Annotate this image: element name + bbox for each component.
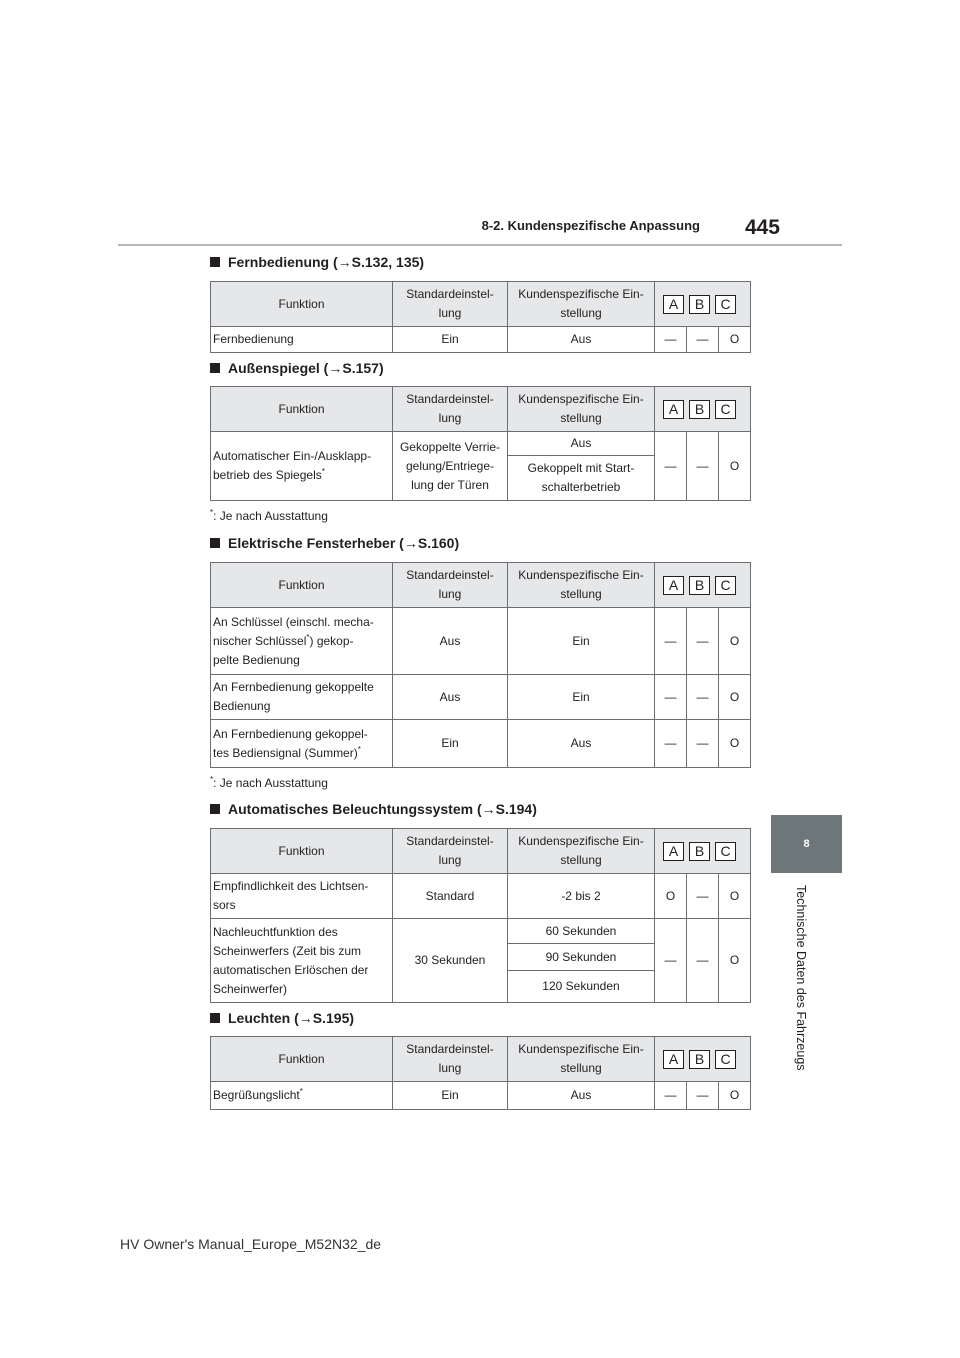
column-header: Funktion — [211, 387, 393, 432]
square-bullet-icon — [210, 1013, 220, 1023]
cell-standard: Aus — [393, 675, 508, 720]
table-header-row — [211, 1037, 751, 1082]
cell-a: — — [655, 608, 687, 675]
cell-b: — — [687, 874, 719, 919]
cell-standard: Gekoppelte Verrie- gelung/Entriege- lung der Türen — [393, 432, 508, 501]
arrow-icon: → — [298, 1010, 313, 1026]
cell-b: — — [687, 432, 719, 501]
cell-funktion: Fernbedienung — [211, 327, 393, 353]
square-bullet-icon — [210, 804, 220, 814]
table-leuchten — [210, 1036, 751, 1110]
column-header: Kundenspezifische Ein- stellung — [508, 563, 655, 608]
abc-header — [655, 387, 751, 432]
section-title-leuchten — [210, 1010, 354, 1026]
footnote-text: : Je nach Ausstattung — [213, 509, 328, 523]
letter-c-icon: C — [715, 400, 736, 419]
column-header: Standardeinstel- lung — [393, 1037, 508, 1082]
section-title-beleuchtungssystem — [210, 801, 537, 817]
cell-standard: Aus — [393, 608, 508, 675]
column-header: Standardeinstel- lung — [393, 829, 508, 874]
column-header: Kundenspezifische Ein- stellung — [508, 387, 655, 432]
cell-a: — — [655, 1082, 687, 1110]
chapter-title: Technische Daten des Fahrzeugs — [794, 885, 808, 1071]
table-row — [211, 327, 751, 353]
cell-b: — — [687, 327, 719, 353]
cell-custom-option: 120 Sekunden — [508, 971, 655, 1003]
cell-c: O — [719, 327, 751, 353]
column-header: Funktion — [211, 829, 393, 874]
arrow-icon: → — [328, 360, 343, 376]
section-title-ref: S.157) — [342, 360, 384, 376]
cell-custom-option: 90 Sekunden — [508, 944, 655, 971]
cell-funktion — [211, 720, 393, 768]
section-title-prefix: Automatisches Beleuchtungssystem ( — [228, 801, 482, 817]
section-title-fensterheber — [210, 535, 459, 551]
cell-funktion — [211, 432, 393, 501]
column-header: Funktion — [211, 1037, 393, 1082]
square-bullet-icon — [210, 257, 220, 267]
chapter-tab — [771, 815, 842, 873]
section-title-prefix: Leuchten ( — [228, 1010, 299, 1026]
table-header-row — [211, 282, 751, 327]
table-fernbedienung — [210, 281, 751, 353]
section-title-prefix: Außenspiegel ( — [228, 360, 329, 376]
letter-c-icon: C — [715, 576, 736, 595]
table-header-row — [211, 829, 751, 874]
abc-header — [655, 563, 751, 608]
letter-a-icon: A — [663, 295, 684, 314]
header-rule — [118, 244, 842, 246]
letter-c-icon: C — [715, 295, 736, 314]
letter-b-icon: B — [689, 295, 710, 314]
cell-a: O — [655, 874, 687, 919]
arrow-icon: → — [337, 254, 352, 270]
cell-c: O — [719, 1082, 751, 1110]
abc-header — [655, 829, 751, 874]
cell-a: — — [655, 919, 687, 1003]
cell-funktion-text: Automatischer Ein-/Ausklapp- betrieb des Spiegels — [213, 449, 372, 482]
abc-header — [655, 1037, 751, 1082]
cell-b: — — [687, 720, 719, 768]
cell-c: O — [719, 874, 751, 919]
cell-funktion-text: An Fernbedienung gekoppel- tes Bediensignal (Summer) — [213, 726, 368, 760]
cell-custom: Ein — [508, 608, 655, 675]
cell-b: — — [687, 919, 719, 1003]
cell-custom: Aus — [508, 327, 655, 353]
arrow-icon: → — [403, 535, 418, 551]
section-title-ref: S.132, 135) — [351, 254, 425, 270]
footnote-marker: * — [321, 467, 325, 476]
cell-custom: Aus — [508, 1082, 655, 1110]
footnote-marker: * — [357, 744, 361, 754]
cell-b: — — [687, 608, 719, 675]
cell-c: O — [719, 919, 751, 1003]
letter-b-icon: B — [689, 842, 710, 861]
column-header: Kundenspezifische Ein- stellung — [508, 282, 655, 327]
footnote — [210, 508, 328, 523]
footnote-marker: * — [210, 508, 214, 517]
abc-header — [655, 282, 751, 327]
section-header: 8-2. Kundenspezifische Anpassung — [481, 218, 700, 233]
letter-b-icon: B — [689, 576, 710, 595]
column-header: Kundenspezifische Ein- stellung — [508, 1037, 655, 1082]
section-title-ref: S.160) — [417, 535, 460, 551]
square-bullet-icon — [210, 538, 220, 548]
square-bullet-icon — [210, 363, 220, 373]
cell-c: O — [719, 720, 751, 768]
column-header: Standardeinstel- lung — [393, 387, 508, 432]
cell-custom-option: 60 Sekunden — [508, 919, 655, 944]
table-row — [211, 720, 751, 768]
column-header: Standardeinstel- lung — [393, 563, 508, 608]
page-number: 445 — [744, 216, 780, 239]
cell-standard: 30 Sekunden — [393, 919, 508, 1003]
column-header: Funktion — [211, 282, 393, 327]
cell-b: — — [687, 1082, 719, 1110]
cell-c: O — [719, 675, 751, 720]
section-title-fernbedienung — [210, 254, 424, 270]
cell-funktion-text: ) gekop- pelte Bedienung — [213, 633, 354, 667]
letter-a-icon: A — [663, 842, 684, 861]
column-header: Funktion — [211, 563, 393, 608]
cell-standard: Ein — [393, 720, 508, 768]
section-title-aussenspiegel — [210, 360, 384, 376]
column-header: Standardeinstel- lung — [393, 282, 508, 327]
footnote-marker: * — [210, 775, 214, 784]
cell-a: — — [655, 720, 687, 768]
letter-b-icon: B — [689, 400, 710, 419]
letter-c-icon: C — [715, 842, 736, 861]
cell-standard: Standard — [393, 874, 508, 919]
arrow-icon: → — [481, 801, 496, 817]
section-title-ref: S.195) — [312, 1010, 355, 1026]
cell-standard: Ein — [393, 327, 508, 353]
section-title-prefix: Elektrische Fensterheber ( — [228, 535, 404, 551]
footnote-text: : Je nach Ausstattung — [213, 776, 328, 790]
letter-a-icon: A — [663, 576, 684, 595]
cell-funktion: Nachleuchtfunktion des Scheinwerfers (Zeit bis zum automatischen Erlöschen der Scheinwerfer) — [211, 919, 393, 1003]
cell-funktion: An Fernbedienung gekoppelte Bedienung — [211, 675, 393, 720]
table-aussenspiegel — [210, 386, 751, 501]
table-header-row — [211, 387, 751, 432]
footer-text: HV Owner's Manual_Europe_M52N32_de — [120, 1236, 382, 1252]
letter-a-icon: A — [663, 1050, 684, 1069]
column-header: Kundenspezifische Ein- stellung — [508, 829, 655, 874]
cell-custom-option: Gekoppelt mit Start- schalterbetrieb — [508, 456, 655, 501]
table-header-row — [211, 563, 751, 608]
cell-custom: Ein — [508, 675, 655, 720]
table-fensterheber — [210, 562, 751, 768]
table-row — [211, 608, 751, 675]
table-beleuchtungssystem — [210, 828, 751, 1003]
cell-a: — — [655, 675, 687, 720]
cell-c: O — [719, 608, 751, 675]
cell-custom-option: Aus — [508, 432, 655, 456]
chapter-number: 8 — [803, 838, 810, 850]
cell-funktion — [211, 1082, 393, 1110]
table-row — [211, 1082, 751, 1110]
cell-funktion-text: An Schlüssel (einschl. mecha- nischer Schlüssel — [213, 614, 374, 648]
cell-c: O — [719, 432, 751, 501]
table-row — [211, 675, 751, 720]
cell-funktion: Empfindlichkeit des Lichtsen- sors — [211, 874, 393, 919]
letter-b-icon: B — [689, 1050, 710, 1069]
table-row — [211, 919, 751, 944]
cell-b: — — [687, 675, 719, 720]
table-row — [211, 432, 751, 456]
footnote-marker: * — [306, 632, 310, 642]
cell-custom: Aus — [508, 720, 655, 768]
cell-a: — — [655, 432, 687, 501]
footnote — [210, 775, 328, 790]
footnote-marker: * — [299, 1087, 303, 1096]
cell-standard: Ein — [393, 1082, 508, 1110]
letter-a-icon: A — [663, 400, 684, 419]
section-title-ref: S.194) — [495, 801, 537, 817]
cell-funktion-text: Begrüßungslicht — [213, 1088, 300, 1102]
cell-a: — — [655, 327, 687, 353]
cell-funktion — [211, 608, 393, 675]
cell-custom: -2 bis 2 — [508, 874, 655, 919]
table-row — [211, 874, 751, 919]
letter-c-icon: C — [715, 1050, 736, 1069]
section-title-prefix: Fernbedienung ( — [228, 254, 338, 270]
